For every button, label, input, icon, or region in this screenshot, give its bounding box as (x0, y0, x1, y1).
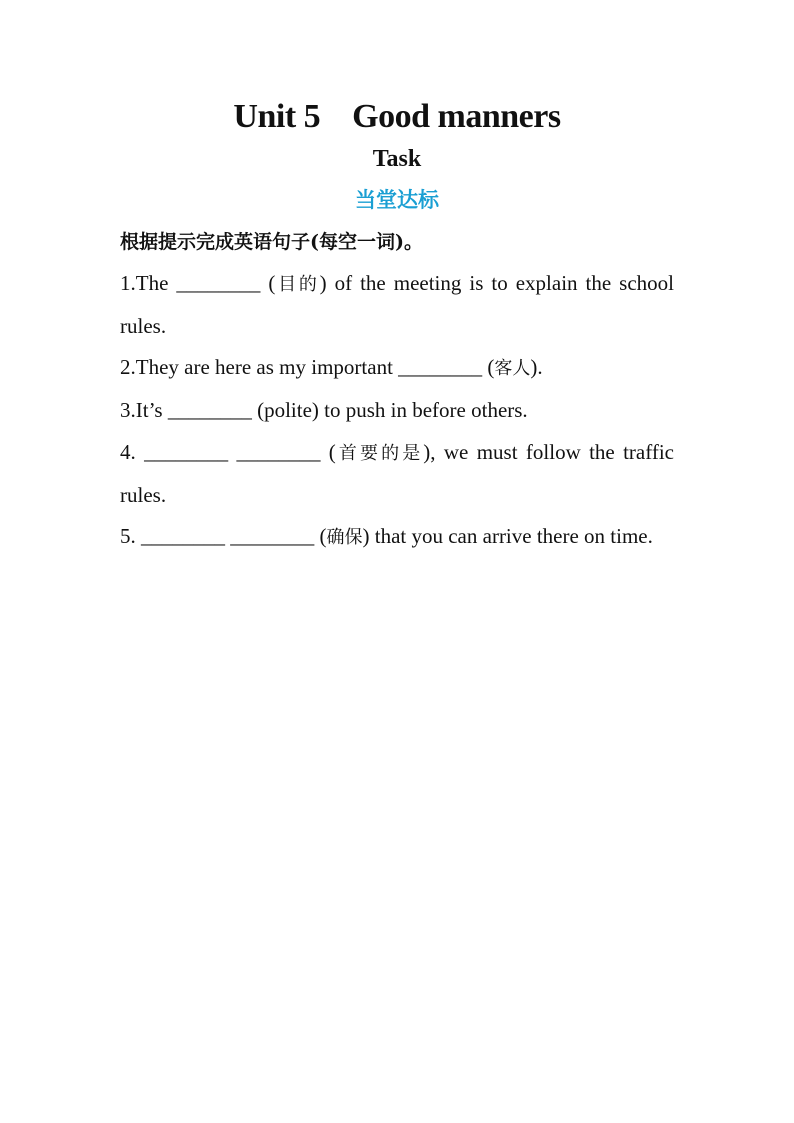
question-item (120, 390, 674, 433)
question-hint: 首要的是 (335, 443, 424, 464)
page-subtitle: Task (372, 146, 422, 172)
question-item (120, 263, 674, 347)
question-hint: 确保 (326, 527, 363, 548)
question-item (120, 516, 674, 559)
question-hint: 客人 (494, 358, 531, 379)
question-hint: 目的 (275, 274, 320, 295)
exercise-instruction: 根据提示完成英语句子(每空一词)。 (120, 231, 423, 253)
question-text-before: 5. ________ ________ ( (120, 524, 327, 548)
question-text-after: ). (530, 355, 543, 379)
question-text-after: ) of the meeting is to explain the school rules. (120, 271, 674, 338)
page-title: Unit 5 Good manners (233, 98, 561, 135)
question-text-after: ), we must follow the traffic rules. (120, 440, 675, 507)
question-text-before: 4. ________ ________ ( (120, 440, 336, 464)
section-heading: 当堂达标 (355, 188, 439, 212)
question-list (120, 263, 674, 559)
question-item (120, 432, 674, 516)
question-text-before: 3.It’s ________ (polite) to push in before others. (120, 397, 528, 422)
question-text-before: 1.The ________ ( (120, 271, 276, 295)
question-text-after: ) that you can arrive there on time. (362, 524, 653, 548)
question-item (120, 347, 674, 390)
question-text-before: 2.They are here as my important ________ ( (120, 355, 495, 379)
